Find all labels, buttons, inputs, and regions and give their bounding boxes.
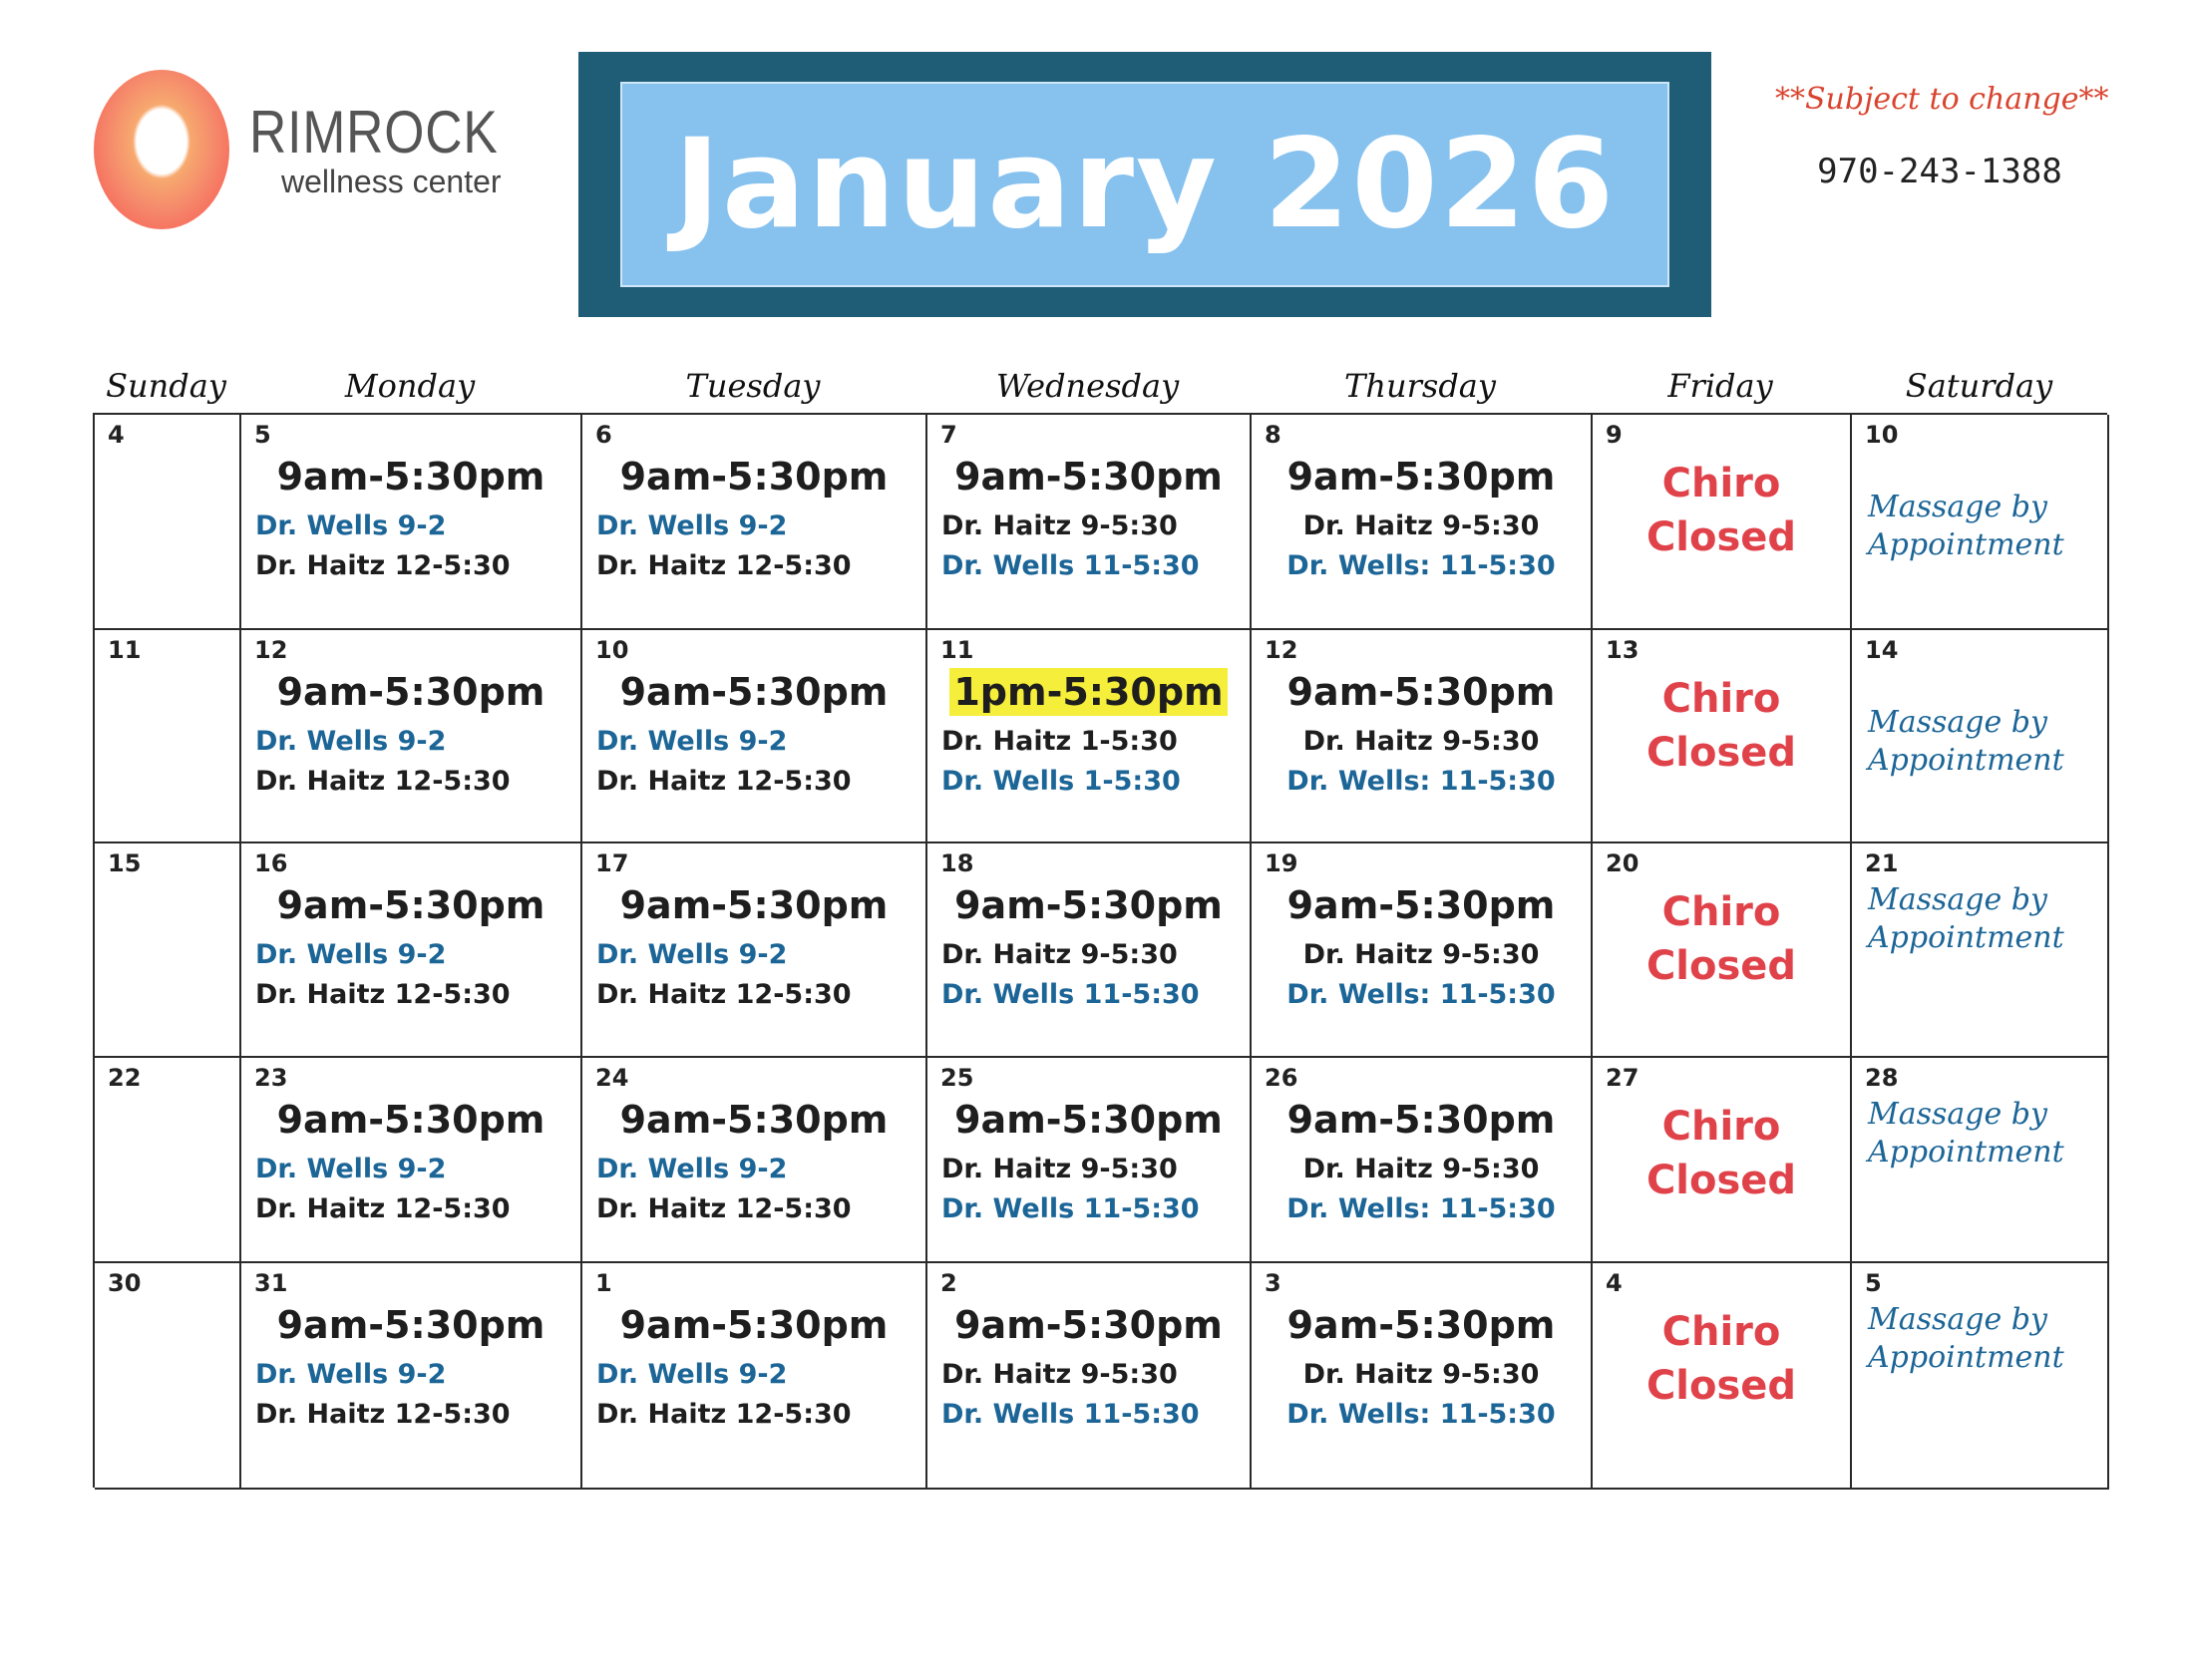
provider-hours: Dr. Wells: 11-5:30 <box>1286 1399 1556 1430</box>
date-number: 5 <box>254 421 271 449</box>
provider-hours: Dr. Haitz 9-5:30 <box>941 1154 1178 1184</box>
date-number: 9 <box>1606 421 1623 449</box>
chiro-closed-label: Chiro Closed <box>1645 1309 1797 1409</box>
date-number: 15 <box>108 849 142 877</box>
office-hours: 9am-5:30pm <box>276 670 546 714</box>
provider-hours: Dr. Haitz 9-5:30 <box>1302 726 1540 757</box>
provider-hours: Dr. Wells: 11-5:30 <box>1286 766 1556 797</box>
office-hours-highlighted: 1pm-5:30pm <box>927 670 1250 714</box>
day-cell-wednesday <box>927 415 1252 630</box>
provider-hours: Dr. Haitz 9-5:30 <box>941 510 1178 541</box>
subject-to-change-note: **Subject to change** <box>1775 82 2109 117</box>
date-number: 12 <box>254 636 288 664</box>
provider-hours: Dr. Wells 1-5:30 <box>941 766 1181 797</box>
day-cell-tuesday <box>582 1263 927 1490</box>
provider-hours: Dr. Haitz 12-5:30 <box>596 550 852 581</box>
provider-hours: Dr. Wells 9-2 <box>255 510 447 541</box>
date-number: 31 <box>254 1269 288 1297</box>
day-cell-thursday <box>1252 843 1593 1058</box>
provider-hours: Dr. Wells 9-2 <box>255 1154 447 1184</box>
day-cell-wednesday <box>927 630 1252 843</box>
date-number: 11 <box>108 636 142 664</box>
provider-hours: Dr. Wells 9-2 <box>596 726 788 757</box>
office-hours: 9am-5:30pm <box>1286 1303 1556 1347</box>
day-cell-monday <box>241 630 582 843</box>
office-hours: 9am-5:30pm <box>619 1098 889 1142</box>
office-hours: 9am-5:30pm <box>276 1098 546 1142</box>
office-hours: 9am-5:30pm <box>619 883 889 927</box>
logo-name: RIMROCK <box>249 99 499 166</box>
date-number: 3 <box>1265 1269 1281 1297</box>
day-cell-wednesday <box>927 843 1252 1058</box>
date-number: 4 <box>108 421 125 449</box>
office-hours: 9am-5:30pm <box>954 455 1223 499</box>
provider-hours: Dr. Haitz 12-5:30 <box>596 979 852 1010</box>
date-number: 6 <box>595 421 612 449</box>
day-cell-saturday <box>1852 843 2109 1058</box>
provider-hours: Dr. Haitz 12-5:30 <box>596 766 852 797</box>
day-cell-monday <box>241 843 582 1058</box>
provider-hours: Dr. Haitz 12-5:30 <box>255 550 511 581</box>
title-banner-inner <box>620 82 1669 287</box>
office-hours: 9am-5:30pm <box>1286 883 1556 927</box>
calendar-title: January 2026 <box>673 113 1617 256</box>
massage-note: Massage by Appointment <box>1868 882 2064 955</box>
chiro-closed-label: Chiro Closed <box>1645 676 1797 776</box>
calendar-grid <box>93 413 2107 1488</box>
provider-hours: Dr. Wells 9-2 <box>255 939 447 970</box>
office-hours: 9am-5:30pm <box>1286 1098 1556 1142</box>
provider-hours: Dr. Haitz 9-5:30 <box>1302 1359 1540 1390</box>
provider-hours: Dr. Wells 11-5:30 <box>941 550 1200 581</box>
day-cell-sunday <box>95 1058 241 1263</box>
day-name-friday: Friday <box>1667 367 1773 405</box>
day-name-thursday: Thursday <box>1344 367 1496 405</box>
logo-ring-icon <box>94 70 229 229</box>
provider-hours: Dr. Wells 9-2 <box>596 1359 788 1390</box>
day-cell-sunday <box>95 1263 241 1490</box>
day-cell-thursday <box>1252 630 1593 843</box>
provider-hours: Dr. Haitz 9-5:30 <box>1302 1154 1540 1184</box>
day-cell-friday <box>1593 843 1852 1058</box>
date-number: 25 <box>940 1064 974 1092</box>
date-number: 12 <box>1265 636 1298 664</box>
provider-hours: Dr. Haitz 9-5:30 <box>1302 510 1540 541</box>
day-name-monday: Monday <box>344 367 476 405</box>
provider-hours: Dr. Wells 9-2 <box>255 1359 447 1390</box>
provider-hours: Dr. Wells 9-2 <box>596 510 788 541</box>
day-cell-tuesday <box>582 415 927 630</box>
day-cell-wednesday <box>927 1058 1252 1263</box>
provider-hours: Dr. Haitz 1-5:30 <box>941 726 1178 757</box>
date-number: 11 <box>940 636 974 664</box>
office-hours: 9am-5:30pm <box>1286 455 1556 499</box>
office-hours: 9am-5:30pm <box>276 883 546 927</box>
office-hours: 9am-5:30pm <box>276 455 546 499</box>
day-cell-monday <box>241 1263 582 1490</box>
title-banner <box>578 52 1711 317</box>
date-number: 26 <box>1265 1064 1298 1092</box>
date-number: 10 <box>595 636 629 664</box>
day-cell-monday <box>241 415 582 630</box>
day-cell-tuesday <box>582 630 927 843</box>
massage-note: Massage by Appointment <box>1868 490 2064 562</box>
date-number: 13 <box>1606 636 1640 664</box>
provider-hours: Dr. Wells 9-2 <box>255 726 447 757</box>
date-number: 19 <box>1265 849 1298 877</box>
massage-note: Massage by Appointment <box>1868 1097 2064 1170</box>
office-hours: 9am-5:30pm <box>954 883 1223 927</box>
office-hours: 9am-5:30pm <box>276 1303 546 1347</box>
date-number: 16 <box>254 849 288 877</box>
date-number: 23 <box>254 1064 288 1092</box>
day-cell-saturday <box>1852 1058 2109 1263</box>
day-cell-thursday <box>1252 415 1593 630</box>
provider-hours: Dr. Haitz 12-5:30 <box>255 1399 511 1430</box>
office-hours: 9am-5:30pm <box>954 1098 1223 1142</box>
day-cell-friday <box>1593 1058 1852 1263</box>
provider-hours: Dr. Wells 11-5:30 <box>941 1193 1200 1224</box>
day-name-tuesday: Tuesday <box>685 367 821 405</box>
day-name-saturday: Saturday <box>1905 367 2053 405</box>
logo-subtitle: wellness center <box>281 164 502 199</box>
provider-hours: Dr. Wells 11-5:30 <box>941 1399 1200 1430</box>
day-name-wednesday: Wednesday <box>995 367 1180 405</box>
provider-hours: Dr. Haitz 9-5:30 <box>941 939 1178 970</box>
day-cell-tuesday <box>582 1058 927 1263</box>
provider-hours: Dr. Haitz 12-5:30 <box>596 1193 852 1224</box>
provider-hours: Dr. Wells: 11-5:30 <box>1286 550 1556 581</box>
date-number: 14 <box>1865 636 1899 664</box>
date-number: 20 <box>1606 849 1640 877</box>
provider-hours: Dr. Wells 9-2 <box>596 1154 788 1184</box>
provider-hours: Dr. Wells 9-2 <box>596 939 788 970</box>
chiro-closed-label: Chiro Closed <box>1645 889 1797 989</box>
day-cell-saturday <box>1852 1263 2109 1490</box>
date-number: 5 <box>1865 1269 1882 1297</box>
date-number: 4 <box>1606 1269 1623 1297</box>
rimrock-logo <box>90 62 539 241</box>
date-number: 8 <box>1265 421 1281 449</box>
day-cell-tuesday <box>582 843 927 1058</box>
office-hours: 9am-5:30pm <box>619 1303 889 1347</box>
date-number: 7 <box>940 421 957 449</box>
chiro-closed-label: Chiro Closed <box>1645 461 1797 560</box>
office-hours: 9am-5:30pm <box>619 670 889 714</box>
office-hours: 9am-5:30pm <box>619 455 889 499</box>
day-cell-wednesday <box>927 1263 1252 1490</box>
date-number: 27 <box>1606 1064 1640 1092</box>
provider-hours: Dr. Haitz 12-5:30 <box>255 1193 511 1224</box>
day-name-sunday: Sunday <box>106 367 226 405</box>
day-cell-saturday <box>1852 415 2109 630</box>
date-number: 17 <box>595 849 629 877</box>
date-number: 28 <box>1865 1064 1899 1092</box>
provider-hours: Dr. Haitz 9-5:30 <box>941 1359 1178 1390</box>
day-cell-friday <box>1593 1263 1852 1490</box>
provider-hours: Dr. Haitz 9-5:30 <box>1302 939 1540 970</box>
date-number: 21 <box>1865 849 1899 877</box>
provider-hours: Dr. Wells: 11-5:30 <box>1286 1193 1556 1224</box>
provider-hours: Dr. Haitz 12-5:30 <box>255 766 511 797</box>
massage-note: Massage by Appointment <box>1868 1302 2064 1375</box>
day-cell-sunday <box>95 415 241 630</box>
provider-hours: Dr. Haitz 12-5:30 <box>255 979 511 1010</box>
day-cell-monday <box>241 1058 582 1263</box>
day-cell-thursday <box>1252 1058 1593 1263</box>
day-cell-friday <box>1593 630 1852 843</box>
date-number: 24 <box>595 1064 629 1092</box>
date-number: 1 <box>595 1269 612 1297</box>
date-number: 22 <box>108 1064 142 1092</box>
phone-number: 970-243-1388 <box>1817 152 2062 191</box>
chiro-closed-label: Chiro Closed <box>1645 1104 1797 1203</box>
provider-hours: Dr. Haitz 12-5:30 <box>596 1399 852 1430</box>
day-cell-friday <box>1593 415 1852 630</box>
day-cell-sunday <box>95 843 241 1058</box>
day-cell-sunday <box>95 630 241 843</box>
office-hours: 9am-5:30pm <box>1286 670 1556 714</box>
date-number: 2 <box>940 1269 957 1297</box>
day-cell-saturday <box>1852 630 2109 843</box>
office-hours: 9am-5:30pm <box>954 1303 1223 1347</box>
date-number: 10 <box>1865 421 1899 449</box>
day-names-header <box>93 367 2107 413</box>
massage-note: Massage by Appointment <box>1868 705 2064 778</box>
date-number: 30 <box>108 1269 142 1297</box>
provider-hours: Dr. Wells: 11-5:30 <box>1286 979 1556 1010</box>
day-cell-thursday <box>1252 1263 1593 1490</box>
provider-hours: Dr. Wells 11-5:30 <box>941 979 1200 1010</box>
date-number: 18 <box>940 849 974 877</box>
